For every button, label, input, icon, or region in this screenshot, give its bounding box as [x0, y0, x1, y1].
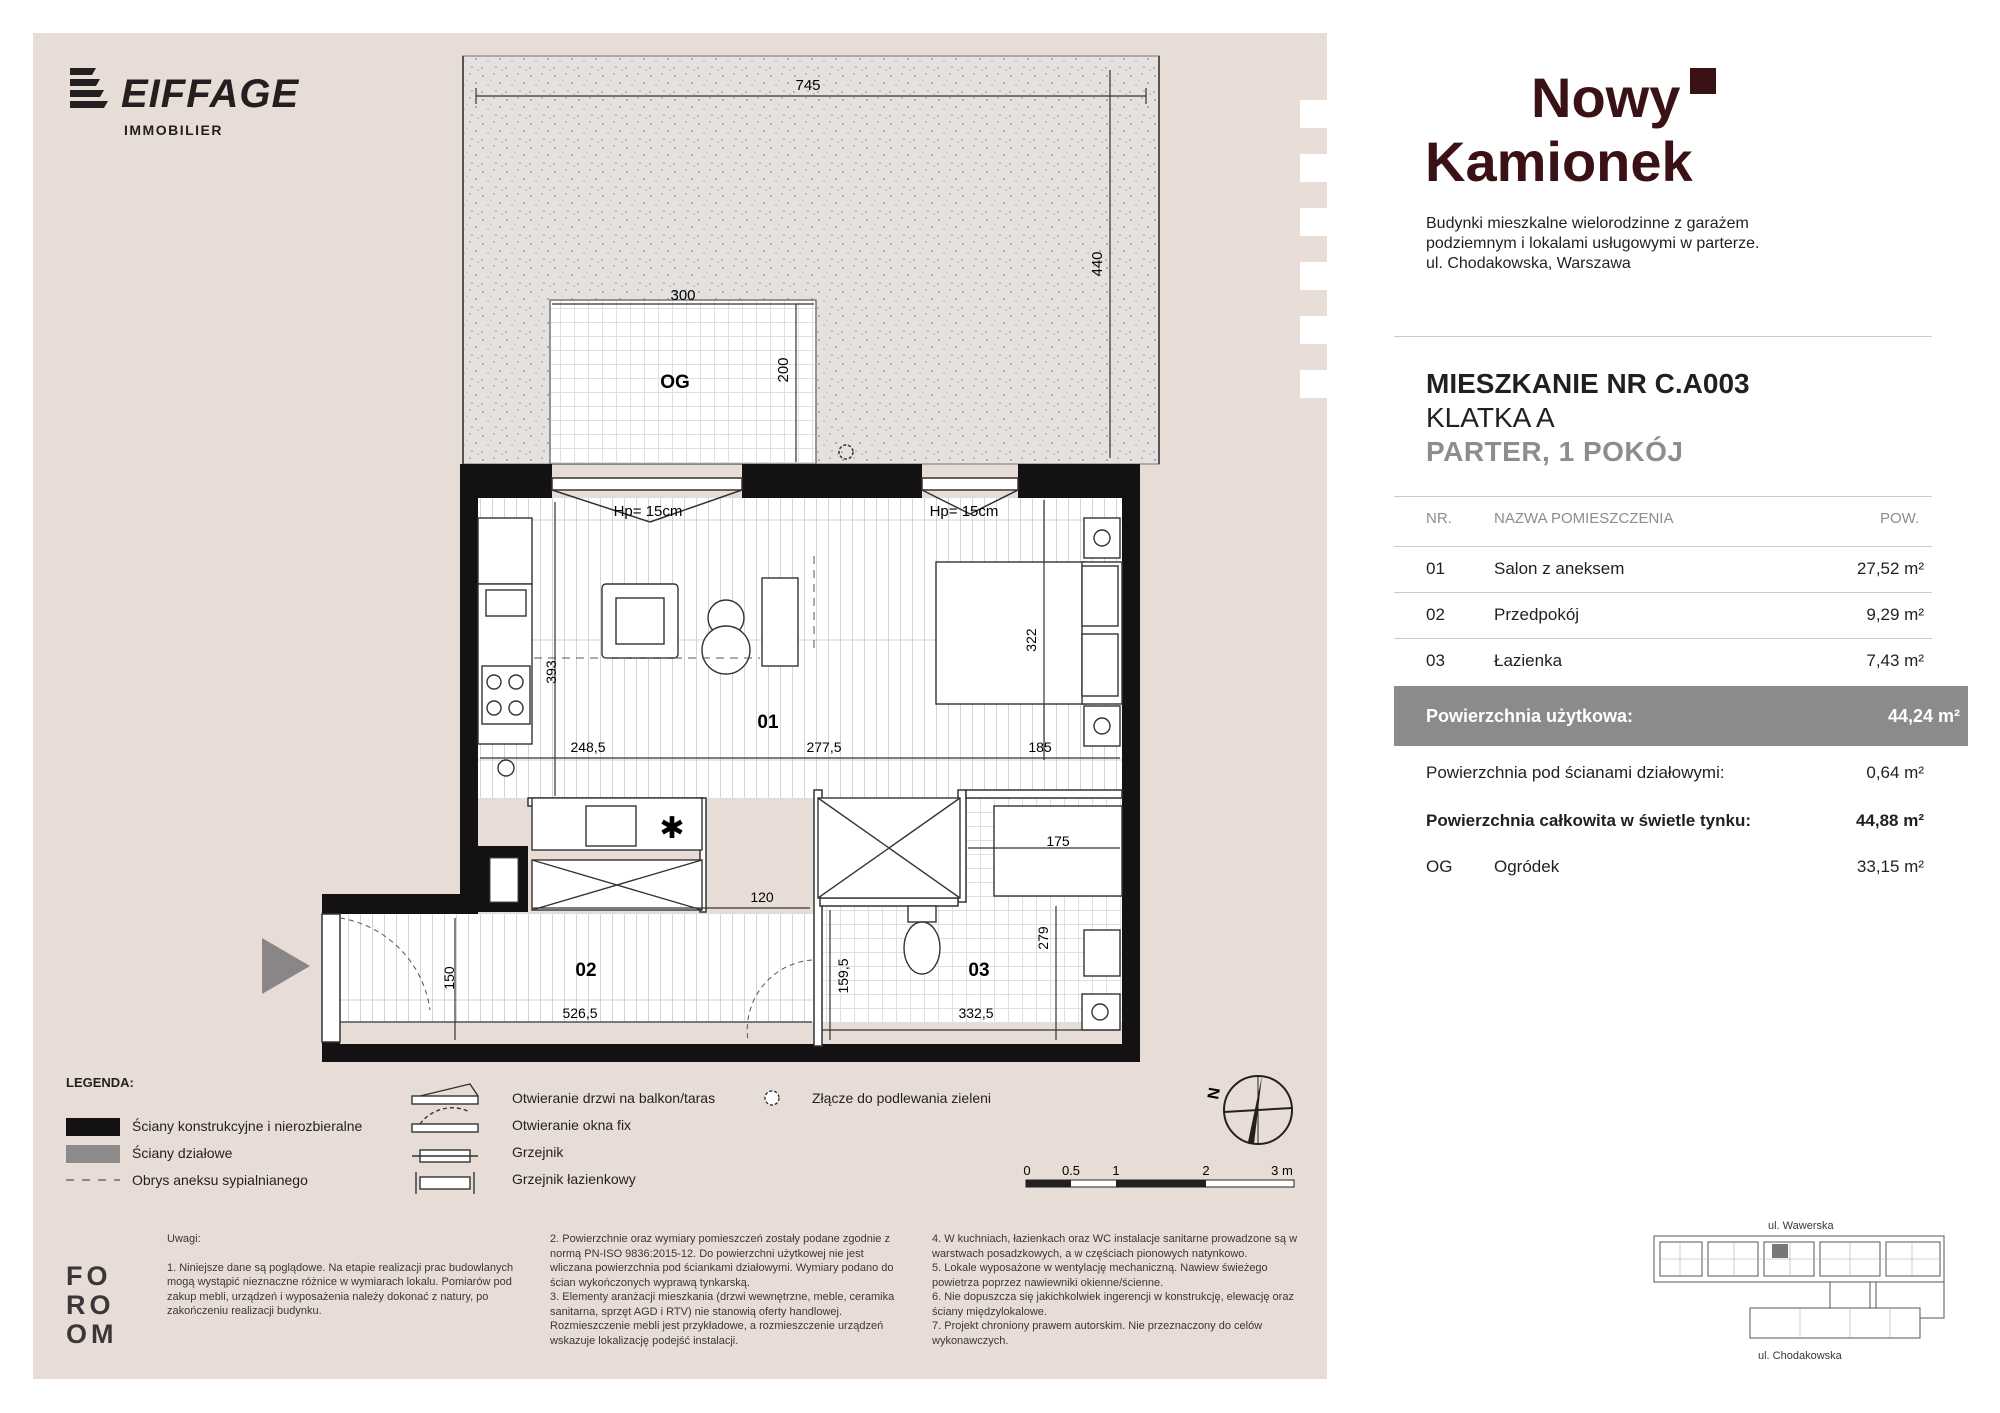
note-7: 7. Projekt chroniony prawem autorskim. Nie przeznaczony do celów wykonawczych. — [932, 1320, 1263, 1347]
row-area: 27,52 m² — [1856, 559, 1924, 578]
garden-area-value: 33,15 m² — [1856, 857, 1924, 876]
project-title-line-1: Nowy — [1531, 66, 1681, 129]
street-bottom: ul. Chodakowska — [1758, 1350, 1842, 1362]
usable-area-value: 44,24 m² — [1887, 706, 1960, 726]
legend-radiator: Grzejnik — [512, 1144, 564, 1160]
divider-1 — [1394, 336, 1932, 337]
legend-walls-part: Ściany działowe — [132, 1145, 233, 1161]
scale-3: 3 m — [1271, 1163, 1293, 1178]
row-area: 9,29 m² — [1866, 605, 1924, 624]
dim-277: 277,5 — [806, 739, 842, 755]
legend-title: LEGENDA: — [66, 1075, 134, 1090]
under-walls-row — [1394, 750, 1932, 796]
garden-row — [1394, 844, 1932, 890]
row-name: Salon z aneksem — [1494, 559, 1625, 578]
project-desc-3: ul. Chodakowska, Warszawa — [1426, 255, 1631, 272]
row-nr: 02 — [1426, 605, 1445, 624]
table-row — [1394, 592, 1932, 638]
total-area-label: Powierzchnia całkowita w świetle tynku: — [1426, 811, 1751, 830]
scale-0: 0 — [1023, 1163, 1031, 1178]
under-walls-label: Powierzchnia pod ścianami działowymi: — [1426, 763, 1725, 782]
room-label-02: 02 — [575, 960, 597, 981]
label-og: OG — [660, 372, 690, 393]
apartment-number: MIESZKANIE NR C.A003 — [1426, 368, 1750, 399]
dim-185: 185 — [1028, 739, 1052, 755]
garden-nr: OG — [1426, 857, 1453, 876]
scale-2: 2 — [1202, 1163, 1210, 1178]
compass-n: N — [1205, 1086, 1224, 1101]
dim-393: 393 — [543, 660, 559, 684]
note-5: 5. Lokale wyposażone w wentylację mechaniczną. Nawiew świeżego powietrza poprzez nawiewniki okienne/ścienne. — [932, 1262, 1268, 1289]
legend-swatch-struct — [66, 1118, 120, 1136]
foroom-logo — [66, 1262, 118, 1349]
dim-120: 120 — [750, 889, 774, 905]
note-6: 6. Nie dopuszcza się jakichkolwiek ingerencji w konstrukcję, elewację oraz ściany międzylokalowe. — [932, 1291, 1294, 1318]
usable-area-label: Powierzchnia użytkowa: — [1426, 706, 1634, 726]
dim-745: 745 — [795, 77, 821, 94]
row-nr: 03 — [1426, 651, 1445, 670]
foroom-line-3: OM — [66, 1319, 118, 1349]
foroom-line-1: FO — [66, 1261, 112, 1291]
street-top: ul. Wawerska — [1768, 1220, 1834, 1232]
legend-window-fix: Otwieranie okna fix — [512, 1117, 632, 1133]
usable-area-row — [1394, 686, 1968, 746]
note-4: 4. W kuchniach, łazienkach oraz WC instalacje sanitarne prowadzone są w warstwach posadzkowych, a w częściach pionowych natynkowo. — [932, 1233, 1298, 1260]
project-desc-2: podziemnym i lokalami usługowymi w parterze. — [1426, 235, 1760, 252]
dim-248: 248,5 — [570, 739, 606, 755]
dim-322: 322 — [1023, 628, 1039, 652]
project-description — [1426, 214, 1826, 274]
entrance-arrow-icon — [262, 938, 310, 994]
project-title-line-2: Kamionek — [1425, 130, 1693, 193]
room-label-03: 03 — [968, 960, 990, 981]
hp-label-2: Hp= 15cm — [929, 503, 999, 520]
note-1: 1. Niniejsze dane są poglądowe. Na etapie realizacji prac budowlanych mogą wystąpić nieznaczne różnice w wymiarach lokalu. Pomiarów pod zakup mebli, urządzeń i wyposażenia należy dokonać z natury, po zakończeniu realizacji budynku. — [167, 1261, 514, 1317]
notes-heading: Uwagi: — [167, 1233, 201, 1245]
under-walls-value: 0,64 m² — [1866, 763, 1924, 782]
table-row — [1394, 546, 1932, 592]
total-area-value: 44,88 m² — [1855, 811, 1924, 830]
legend-walls-struct: Ściany konstrukcyjne i nierozbieralne — [132, 1118, 363, 1134]
row-area: 7,43 m² — [1866, 651, 1924, 670]
hp-label-1: Hp= 15cm — [613, 503, 683, 520]
dim-175: 175 — [1046, 833, 1070, 849]
apartment-floor: PARTER, 1 POKÓJ — [1426, 436, 1684, 467]
dim-159: 159,5 — [835, 958, 851, 994]
dim-440: 440 — [1089, 251, 1106, 277]
room-label-01: 01 — [757, 712, 779, 733]
scale-05: 0.5 — [1061, 1163, 1081, 1178]
dim-279: 279 — [1035, 926, 1051, 950]
brand-sub: IMMOBILIER — [124, 122, 223, 138]
legend-bath-radiator: Grzejnik łazienkowy — [512, 1171, 636, 1187]
dim-150: 150 — [441, 966, 457, 990]
scale-1: 1 — [1112, 1163, 1120, 1178]
legend-watering: Złącze do podlewania zieleni — [812, 1090, 991, 1106]
entrance-door — [322, 914, 340, 1042]
row-name: Łazienka — [1494, 651, 1563, 670]
legend-swatch-part — [66, 1145, 120, 1163]
divider-2 — [1394, 496, 1932, 497]
foroom-line-2: RO — [66, 1290, 115, 1320]
th-name: NAZWA POMIESZCZENIA — [1494, 510, 1674, 527]
dim-300: 300 — [670, 287, 696, 304]
total-area-row — [1394, 798, 1932, 844]
apartment-klatka: KLATKA A — [1426, 402, 1555, 433]
project-logo-square — [1690, 68, 1716, 94]
dim-526: 526,5 — [562, 1005, 598, 1021]
dim-200: 200 — [775, 357, 792, 383]
key-plan-highlight — [1772, 1244, 1788, 1258]
notes-col-3 — [932, 1232, 1304, 1348]
brand-name: EIFFAGE — [121, 72, 300, 116]
legend-door-balcony: Otwieranie drzwi na balkon/taras — [512, 1090, 716, 1106]
key-plan — [1650, 1222, 1970, 1352]
th-nr: NR. — [1426, 510, 1452, 527]
row-name: Przedpokój — [1494, 605, 1580, 624]
note-3: 3. Elementy aranżacji mieszkania (drzwi wewnętrzne, meble, ceramika sanitarna, sprzęt AGD i RTV) nie stanowią oferty handlowej. Rozmieszczenie mebli jest przykładowe, a rozmieszczenie urządzeń wskazuje lokalizację podejść instalacji. — [550, 1291, 895, 1347]
row-nr: 01 — [1426, 559, 1445, 578]
fridge-icon: ✱ — [659, 811, 685, 846]
legend-annex: Obrys aneksu sypialnianego — [132, 1172, 308, 1188]
notes-col-2 — [550, 1232, 908, 1348]
th-area: POW. — [1880, 510, 1920, 527]
scale-bar — [1026, 1180, 1294, 1187]
note-2: 2. Powierzchnie oraz wymiary pomieszczeń zostały podane zgodnie z normą PN-ISO 9836:2015-12. Do powierzchni użytkowej nie jest wliczana powierzchnia pod ściankami działowymi. Wymiary podano do ścian wykończonych wyprawą tynkarską. — [550, 1233, 894, 1289]
table-row — [1394, 638, 1932, 684]
project-desc-1: Budynki mieszkalne wielorodzinne z garażem — [1426, 215, 1749, 232]
notes-col-1 — [167, 1232, 517, 1319]
dim-332: 332,5 — [958, 1005, 994, 1021]
project-title — [1425, 66, 1693, 194]
garden-name: Ogródek — [1494, 857, 1560, 876]
